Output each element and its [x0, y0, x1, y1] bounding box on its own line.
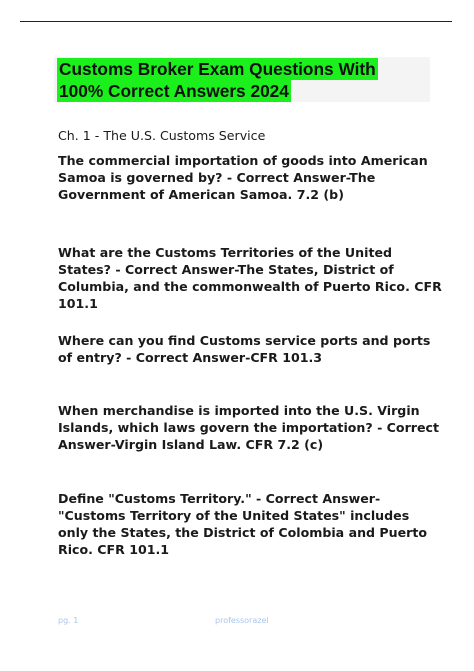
question-answer-3: Where can you find Customs service ports and ports of entry? - Correct Answer-CFR 101.3 [58, 333, 431, 365]
document-title-line-1: Customs Broker Exam Questions With [59, 59, 376, 79]
document-title-line-2: 100% Correct Answers 2024 [59, 81, 289, 101]
chapter-heading: Ch. 1 - The U.S. Customs Service [58, 128, 266, 143]
question-answer-4: When merchandise is imported into the U.S. Virgin Islands, which laws govern the importation? - Correct Answer-Virgin Island Law. CFR 7.2 (c) [58, 403, 440, 452]
top-divider [20, 21, 452, 22]
question-answer-1: The commercial importation of goods into American Samoa is governed by? - Correct Answer-The Government of American Samoa. 7.2 (b) [58, 153, 428, 202]
question-answer-2: What are the Customs Territories of the United States? - Correct Answer-The States, District of Columbia, and the commonwealth of Puerto Rico. CFR 101.1 [58, 245, 442, 311]
question-answer-5: Define "Customs Territory." - Correct Answer-"Customs Territory of the United States" includes only the States, the District of Colombia and Puerto Rico. CFR 101.1 [58, 491, 428, 557]
page-number: pg. 1 [58, 616, 79, 625]
footer-author: professorazel [215, 616, 269, 625]
